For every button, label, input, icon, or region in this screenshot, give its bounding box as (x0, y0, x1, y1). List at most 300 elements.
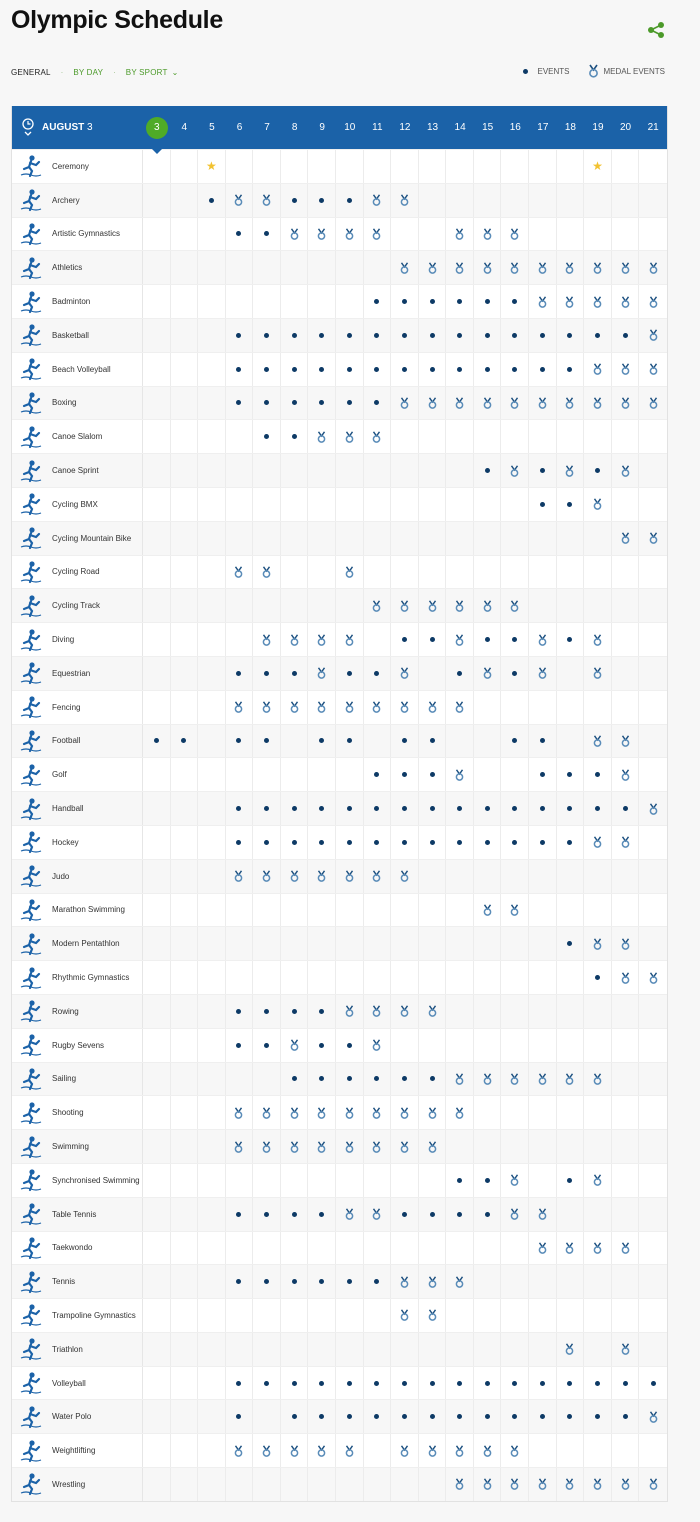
day-cell-12[interactable] (391, 725, 419, 758)
day-cell-8[interactable] (281, 1130, 309, 1163)
sport-cell[interactable] (12, 623, 143, 656)
sport-cell[interactable] (12, 894, 143, 927)
sport-cell[interactable] (12, 691, 143, 724)
day-cell-15[interactable] (474, 894, 502, 927)
day-cell-19[interactable] (584, 1468, 612, 1501)
day-cell-9[interactable] (308, 860, 336, 893)
day-cell-8[interactable] (281, 1434, 309, 1467)
day-cell-20[interactable] (612, 1400, 640, 1433)
day-cell-14[interactable] (446, 319, 474, 352)
day-cell-16[interactable] (501, 623, 529, 656)
day-cell-14[interactable] (446, 1096, 474, 1129)
sport-cell[interactable] (12, 792, 143, 825)
day-cell-15[interactable] (474, 1367, 502, 1400)
sport-row[interactable] (12, 724, 667, 758)
day-cell-12[interactable] (391, 1198, 419, 1231)
sport-row[interactable] (12, 994, 667, 1028)
day-header-5[interactable] (198, 106, 226, 149)
day-cell-19[interactable] (584, 927, 612, 960)
day-cell-20[interactable] (612, 319, 640, 352)
day-cell-20[interactable] (612, 522, 640, 555)
day-cell-11[interactable] (364, 184, 392, 217)
day-cell-9[interactable] (308, 691, 336, 724)
sport-cell[interactable] (12, 420, 143, 453)
day-cell-14[interactable] (446, 353, 474, 386)
day-header-20[interactable] (612, 106, 640, 149)
day-cell-15[interactable] (474, 218, 502, 251)
day-cell-17[interactable] (529, 792, 557, 825)
day-cell-10[interactable] (336, 1029, 364, 1062)
day-cell-10[interactable] (336, 1130, 364, 1163)
day-header-3[interactable] (143, 106, 171, 149)
day-cell-10[interactable] (336, 995, 364, 1028)
day-cell-17[interactable] (529, 1468, 557, 1501)
day-cell-7[interactable] (253, 623, 281, 656)
sport-row[interactable] (12, 1332, 667, 1366)
day-cell-12[interactable] (391, 1299, 419, 1332)
day-cell-11[interactable] (364, 792, 392, 825)
date-selector[interactable] (12, 118, 143, 138)
sport-row[interactable] (12, 1163, 667, 1197)
day-cell-18[interactable] (557, 623, 585, 656)
sport-row[interactable] (12, 1095, 667, 1129)
day-cell-21[interactable] (639, 319, 667, 352)
day-cell-17[interactable] (529, 387, 557, 420)
day-cell-10[interactable] (336, 1063, 364, 1096)
day-cell-16[interactable] (501, 353, 529, 386)
day-cell-18[interactable] (557, 1367, 585, 1400)
day-header-12[interactable] (391, 106, 419, 149)
day-cell-7[interactable] (253, 1029, 281, 1062)
day-cell-6[interactable] (226, 1265, 254, 1298)
day-cell-9[interactable] (308, 353, 336, 386)
day-cell-6[interactable] (226, 657, 254, 690)
day-cell-10[interactable] (336, 1400, 364, 1433)
day-header-11[interactable] (364, 106, 392, 149)
day-cell-9[interactable] (308, 792, 336, 825)
day-cell-17[interactable] (529, 1063, 557, 1096)
day-cell-8[interactable] (281, 995, 309, 1028)
day-cell-17[interactable] (529, 1232, 557, 1265)
day-cell-20[interactable] (612, 387, 640, 420)
day-cell-12[interactable] (391, 285, 419, 318)
day-cell-14[interactable] (446, 623, 474, 656)
sport-cell[interactable] (12, 1299, 143, 1332)
day-cell-7[interactable] (253, 353, 281, 386)
sport-row[interactable] (12, 284, 667, 318)
day-cell-17[interactable] (529, 319, 557, 352)
sport-row[interactable] (12, 791, 667, 825)
day-cell-18[interactable] (557, 927, 585, 960)
day-cell-18[interactable] (557, 285, 585, 318)
sport-cell[interactable] (12, 251, 143, 284)
day-cell-15[interactable] (474, 623, 502, 656)
day-cell-8[interactable] (281, 1400, 309, 1433)
day-cell-13[interactable] (419, 353, 447, 386)
day-cell-14[interactable] (446, 1198, 474, 1231)
day-cell-12[interactable] (391, 319, 419, 352)
day-cell-12[interactable] (391, 1434, 419, 1467)
sport-row[interactable] (12, 555, 667, 589)
day-cell-12[interactable] (391, 251, 419, 284)
sport-row[interactable] (12, 622, 667, 656)
sport-cell[interactable] (12, 961, 143, 994)
day-cell-17[interactable] (529, 758, 557, 791)
day-cell-19[interactable] (584, 1400, 612, 1433)
sport-cell[interactable] (12, 657, 143, 690)
sport-cell[interactable] (12, 488, 143, 521)
sport-row[interactable] (12, 453, 667, 487)
day-cell-13[interactable] (419, 1063, 447, 1096)
day-cell-18[interactable] (557, 1333, 585, 1366)
day-cell-21[interactable] (639, 961, 667, 994)
sport-row[interactable] (12, 217, 667, 251)
day-cell-12[interactable] (391, 826, 419, 859)
day-cell-12[interactable] (391, 1400, 419, 1433)
day-cell-14[interactable] (446, 792, 474, 825)
day-cell-8[interactable] (281, 1265, 309, 1298)
day-cell-13[interactable] (419, 725, 447, 758)
day-cell-9[interactable] (308, 387, 336, 420)
sport-row[interactable] (12, 926, 667, 960)
day-cell-13[interactable] (419, 387, 447, 420)
day-cell-14[interactable] (446, 758, 474, 791)
day-cell-8[interactable] (281, 657, 309, 690)
day-cell-10[interactable] (336, 1434, 364, 1467)
day-cell-12[interactable] (391, 860, 419, 893)
day-cell-19[interactable] (584, 725, 612, 758)
day-cell-6[interactable] (226, 184, 254, 217)
sport-row[interactable] (12, 318, 667, 352)
day-cell-15[interactable] (474, 1400, 502, 1433)
sport-row[interactable] (12, 1433, 667, 1467)
sport-row[interactable] (12, 757, 667, 791)
day-cell-21[interactable] (639, 285, 667, 318)
day-cell-6[interactable] (226, 725, 254, 758)
sport-cell[interactable] (12, 1333, 143, 1366)
day-cell-13[interactable] (419, 1265, 447, 1298)
day-cell-18[interactable] (557, 792, 585, 825)
day-cell-19[interactable] (584, 1164, 612, 1197)
day-cell-19[interactable] (584, 285, 612, 318)
day-cell-16[interactable] (501, 894, 529, 927)
sport-cell[interactable] (12, 184, 143, 217)
sport-cell[interactable] (12, 589, 143, 622)
sport-row[interactable] (12, 1129, 667, 1163)
day-cell-18[interactable] (557, 1232, 585, 1265)
day-cell-15[interactable] (474, 1164, 502, 1197)
sport-row[interactable] (12, 960, 667, 994)
day-cell-14[interactable] (446, 285, 474, 318)
day-cell-20[interactable] (612, 251, 640, 284)
day-cell-17[interactable] (529, 623, 557, 656)
day-cell-16[interactable] (501, 1400, 529, 1433)
day-cell-6[interactable] (226, 1434, 254, 1467)
day-cell-17[interactable] (529, 454, 557, 487)
day-cell-7[interactable] (253, 657, 281, 690)
day-cell-20[interactable] (612, 454, 640, 487)
sport-cell[interactable] (12, 1400, 143, 1433)
sport-cell[interactable] (12, 927, 143, 960)
day-cell-21[interactable] (639, 1367, 667, 1400)
day-cell-21[interactable] (639, 1468, 667, 1501)
day-cell-11[interactable] (364, 995, 392, 1028)
day-cell-6[interactable] (226, 319, 254, 352)
day-header-18[interactable] (557, 106, 585, 149)
sport-cell[interactable] (12, 387, 143, 420)
day-cell-17[interactable] (529, 1198, 557, 1231)
day-cell-11[interactable] (364, 285, 392, 318)
day-cell-15[interactable] (474, 319, 502, 352)
sport-row[interactable] (12, 183, 667, 217)
day-header-16[interactable] (501, 106, 529, 149)
day-cell-6[interactable] (226, 556, 254, 589)
sport-cell[interactable] (12, 319, 143, 352)
day-cell-15[interactable] (474, 1468, 502, 1501)
day-cell-13[interactable] (419, 623, 447, 656)
day-cell-7[interactable] (253, 319, 281, 352)
day-cell-16[interactable] (501, 1367, 529, 1400)
day-cell-7[interactable] (253, 826, 281, 859)
day-cell-9[interactable] (308, 1367, 336, 1400)
day-cell-19[interactable] (584, 1367, 612, 1400)
sport-cell[interactable] (12, 218, 143, 251)
day-cell-18[interactable] (557, 251, 585, 284)
day-cell-9[interactable] (308, 826, 336, 859)
day-cell-18[interactable] (557, 488, 585, 521)
day-cell-6[interactable] (226, 1367, 254, 1400)
share-icon[interactable] (647, 21, 665, 39)
day-cell-18[interactable] (557, 758, 585, 791)
sport-row[interactable] (12, 149, 667, 183)
sport-cell[interactable] (12, 150, 143, 183)
day-cell-13[interactable] (419, 319, 447, 352)
day-cell-9[interactable] (308, 1130, 336, 1163)
sport-row[interactable] (12, 1467, 667, 1501)
day-cell-10[interactable] (336, 1096, 364, 1129)
sport-cell[interactable] (12, 1029, 143, 1062)
day-cell-12[interactable] (391, 758, 419, 791)
day-cell-21[interactable] (639, 353, 667, 386)
day-cell-10[interactable] (336, 657, 364, 690)
sport-row[interactable] (12, 656, 667, 690)
day-cell-18[interactable] (557, 1063, 585, 1096)
day-cell-11[interactable] (364, 860, 392, 893)
day-cell-6[interactable] (226, 1198, 254, 1231)
day-cell-8[interactable] (281, 353, 309, 386)
day-cell-15[interactable] (474, 657, 502, 690)
day-cell-15[interactable] (474, 792, 502, 825)
day-cell-14[interactable] (446, 589, 474, 622)
day-cell-10[interactable] (336, 1265, 364, 1298)
day-cell-13[interactable] (419, 1434, 447, 1467)
sport-row[interactable] (12, 352, 667, 386)
day-cell-15[interactable] (474, 1198, 502, 1231)
day-cell-4[interactable] (171, 725, 199, 758)
day-cell-20[interactable] (612, 285, 640, 318)
day-cell-13[interactable] (419, 285, 447, 318)
day-cell-11[interactable] (364, 1198, 392, 1231)
day-header-17[interactable] (529, 106, 557, 149)
day-cell-18[interactable] (557, 454, 585, 487)
sport-cell[interactable] (12, 1265, 143, 1298)
day-cell-11[interactable] (364, 1096, 392, 1129)
day-cell-14[interactable] (446, 1265, 474, 1298)
day-cell-6[interactable] (226, 1130, 254, 1163)
sport-row[interactable] (12, 521, 667, 555)
day-cell-13[interactable] (419, 995, 447, 1028)
sport-cell[interactable] (12, 556, 143, 589)
sport-row[interactable] (12, 859, 667, 893)
day-cell-12[interactable] (391, 1367, 419, 1400)
sport-cell[interactable] (12, 454, 143, 487)
sport-row[interactable] (12, 1028, 667, 1062)
day-cell-21[interactable] (639, 251, 667, 284)
day-cell-16[interactable] (501, 826, 529, 859)
day-cell-20[interactable] (612, 725, 640, 758)
day-cell-14[interactable] (446, 1400, 474, 1433)
sport-cell[interactable] (12, 1468, 143, 1501)
day-cell-19[interactable] (584, 961, 612, 994)
sport-cell[interactable] (12, 1434, 143, 1467)
day-cell-19[interactable] (584, 454, 612, 487)
day-cell-13[interactable] (419, 589, 447, 622)
day-cell-7[interactable] (253, 1198, 281, 1231)
day-cell-20[interactable] (612, 826, 640, 859)
day-cell-16[interactable] (501, 1198, 529, 1231)
sport-cell[interactable] (12, 522, 143, 555)
sport-row[interactable] (12, 250, 667, 284)
day-cell-7[interactable] (253, 725, 281, 758)
day-header-10[interactable] (336, 106, 364, 149)
day-cell-19[interactable] (584, 353, 612, 386)
day-cell-21[interactable] (639, 387, 667, 420)
day-cell-14[interactable] (446, 1164, 474, 1197)
day-cell-18[interactable] (557, 353, 585, 386)
sport-cell[interactable] (12, 1063, 143, 1096)
day-cell-19[interactable] (584, 150, 612, 183)
day-cell-20[interactable] (612, 1333, 640, 1366)
sport-cell[interactable] (12, 1367, 143, 1400)
day-cell-16[interactable] (501, 725, 529, 758)
day-cell-5[interactable] (198, 184, 226, 217)
day-cell-12[interactable] (391, 691, 419, 724)
day-header-19[interactable] (584, 106, 612, 149)
day-cell-11[interactable] (364, 758, 392, 791)
day-cell-11[interactable] (364, 420, 392, 453)
day-cell-19[interactable] (584, 251, 612, 284)
day-cell-11[interactable] (364, 1400, 392, 1433)
sport-cell[interactable] (12, 353, 143, 386)
sport-cell[interactable] (12, 1096, 143, 1129)
day-cell-10[interactable] (336, 353, 364, 386)
sport-row[interactable] (12, 1399, 667, 1433)
day-cell-11[interactable] (364, 1265, 392, 1298)
day-cell-13[interactable] (419, 1130, 447, 1163)
day-cell-12[interactable] (391, 1063, 419, 1096)
day-cell-13[interactable] (419, 691, 447, 724)
day-cell-11[interactable] (364, 1367, 392, 1400)
day-header-7[interactable] (253, 106, 281, 149)
day-cell-10[interactable] (336, 1198, 364, 1231)
day-cell-14[interactable] (446, 218, 474, 251)
day-cell-12[interactable] (391, 995, 419, 1028)
day-cell-9[interactable] (308, 995, 336, 1028)
day-header-4[interactable] (171, 106, 199, 149)
day-cell-8[interactable] (281, 319, 309, 352)
day-cell-16[interactable] (501, 218, 529, 251)
day-cell-11[interactable] (364, 1063, 392, 1096)
day-cell-12[interactable] (391, 184, 419, 217)
sport-cell[interactable] (12, 725, 143, 758)
day-cell-5[interactable] (198, 150, 226, 183)
day-cell-17[interactable] (529, 657, 557, 690)
day-cell-17[interactable] (529, 251, 557, 284)
day-cell-9[interactable] (308, 218, 336, 251)
sport-row[interactable] (12, 419, 667, 453)
day-cell-20[interactable] (612, 1232, 640, 1265)
day-cell-13[interactable] (419, 1198, 447, 1231)
day-cell-6[interactable] (226, 826, 254, 859)
day-cell-12[interactable] (391, 623, 419, 656)
day-header-21[interactable] (639, 106, 667, 149)
day-cell-8[interactable] (281, 387, 309, 420)
day-cell-8[interactable] (281, 1029, 309, 1062)
day-cell-9[interactable] (308, 1096, 336, 1129)
day-header-14[interactable] (446, 106, 474, 149)
day-cell-20[interactable] (612, 792, 640, 825)
day-cell-16[interactable] (501, 1468, 529, 1501)
sport-cell[interactable] (12, 285, 143, 318)
day-cell-10[interactable] (336, 319, 364, 352)
day-cell-10[interactable] (336, 184, 364, 217)
day-cell-20[interactable] (612, 961, 640, 994)
day-cell-14[interactable] (446, 251, 474, 284)
day-cell-7[interactable] (253, 995, 281, 1028)
day-cell-15[interactable] (474, 353, 502, 386)
day-cell-17[interactable] (529, 1367, 557, 1400)
day-header-6[interactable] (226, 106, 254, 149)
day-cell-16[interactable] (501, 1164, 529, 1197)
day-cell-16[interactable] (501, 1434, 529, 1467)
day-cell-14[interactable] (446, 826, 474, 859)
sport-cell[interactable] (12, 1130, 143, 1163)
day-header-15[interactable] (474, 106, 502, 149)
day-cell-18[interactable] (557, 1400, 585, 1433)
day-cell-16[interactable] (501, 285, 529, 318)
day-cell-16[interactable] (501, 589, 529, 622)
day-cell-6[interactable] (226, 691, 254, 724)
day-header-9[interactable] (308, 106, 336, 149)
day-cell-20[interactable] (612, 1367, 640, 1400)
day-cell-13[interactable] (419, 758, 447, 791)
day-cell-6[interactable] (226, 792, 254, 825)
day-cell-9[interactable] (308, 184, 336, 217)
day-cell-16[interactable] (501, 454, 529, 487)
day-cell-8[interactable] (281, 420, 309, 453)
day-cell-13[interactable] (419, 826, 447, 859)
day-cell-21[interactable] (639, 1400, 667, 1433)
day-cell-11[interactable] (364, 691, 392, 724)
filter-general[interactable]: GENERAL (11, 67, 51, 77)
day-cell-19[interactable] (584, 319, 612, 352)
sport-cell[interactable] (12, 826, 143, 859)
day-cell-14[interactable] (446, 1434, 474, 1467)
day-cell-12[interactable] (391, 1096, 419, 1129)
day-cell-9[interactable] (308, 1265, 336, 1298)
day-cell-15[interactable] (474, 387, 502, 420)
sport-row[interactable] (12, 1298, 667, 1332)
